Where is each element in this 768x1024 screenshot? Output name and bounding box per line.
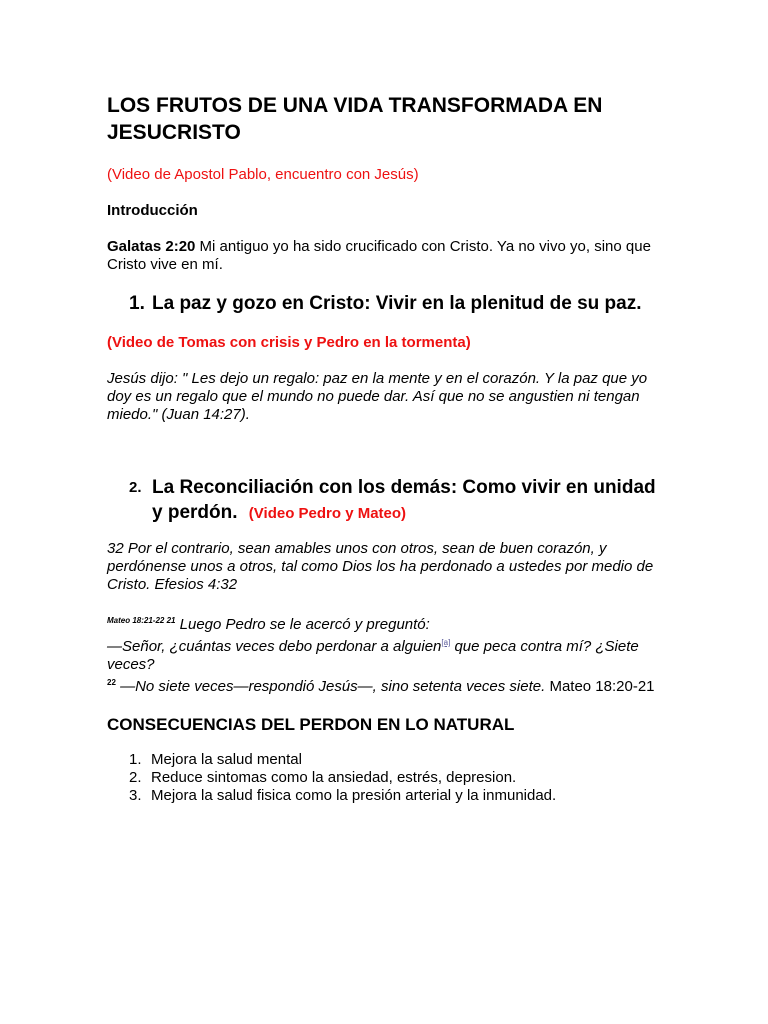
mateo-line-1: Luego Pedro se le acercó y preguntó: <box>175 616 430 633</box>
galatas-paragraph <box>107 238 667 274</box>
list-item-number: 1. <box>129 751 142 768</box>
mateo-passage <box>107 612 667 696</box>
list-item-text: Mejora la salud fisica como la presión arterial y la inmunidad. <box>151 787 557 804</box>
section2-video-note: (Video Pedro y Mateo) <box>248 505 407 522</box>
list-item-text: Mejora la salud mental <box>151 751 302 768</box>
page-title: LOS FRUTOS DE UNA VIDA TRANSFORMADA EN JESUCRISTO <box>107 94 603 144</box>
section1-quote: Jesús dijo: " Les dejo un regalo: paz en la mente y en el corazón. Y la paz que yo doy es un regalo que el mundo no puede dar. Así que no se angustien ni tengan miedo." (Juan 14:27). <box>107 370 648 423</box>
mateo-superscript-ref: Mateo 18:21-22 21 <box>107 616 176 625</box>
mateo-line-2a: —Señor, ¿cuántas veces debo perdonar a alguien <box>107 638 442 655</box>
galatas-text: Mi antiguo yo ha sido crucificado con Cristo. Ya no vivo yo, sino que Cristo vive en mí. <box>107 238 651 273</box>
intro-heading: Introducción <box>107 202 198 219</box>
mateo-reference: Mateo 18:20-21 <box>545 678 655 695</box>
section1-heading <box>107 291 667 316</box>
consequences-list <box>107 751 667 805</box>
section1-video-note: (Video de Tomas con crisis y Pedro en la tormenta) <box>107 334 471 351</box>
list-item <box>107 769 667 787</box>
section2-heading-text: La Reconciliación con los demás: Como vivir en unidad y perdón. <box>152 477 656 523</box>
efesios-quote: 32 Por el contrario, sean amables unos con otros, sean de buen corazón, y perdónense unos a otros, tal como Dios los ha perdonado a ustedes por medio de Cristo. Efesios 4:32 <box>107 540 654 593</box>
footnote-link[interactable]: [a] <box>441 638 451 647</box>
galatas-reference: Galatas 2:20 <box>107 238 196 255</box>
section1-heading-text: La paz y gozo en Cristo: Vivir en la plenitud de su paz. <box>152 293 642 314</box>
subtitle-video-note: (Video de Apostol Pablo, encuentro con Jesús) <box>107 166 419 183</box>
mateo-line-3: —No siete veces—respondió Jesús—, sino setenta veces siete. <box>115 678 546 695</box>
mateo-line-2b: que peca contra mí? ¿Siete veces? <box>107 638 639 673</box>
list-item <box>107 751 667 769</box>
list-item-text: Reduce sintomas como la ansiedad, estrés, depresion. <box>151 769 517 786</box>
section1-number: 1. <box>129 293 145 314</box>
consequences-heading: CONSECUENCIAS DEL PERDON EN LO NATURAL <box>107 715 515 734</box>
section2-number: 2. <box>129 479 142 496</box>
list-item <box>107 787 667 805</box>
verse-22-superscript: 22 <box>107 678 116 687</box>
section2-heading <box>107 475 667 526</box>
list-item-number: 2. <box>129 769 142 786</box>
list-item-number: 3. <box>129 787 142 804</box>
document-page <box>107 92 667 805</box>
